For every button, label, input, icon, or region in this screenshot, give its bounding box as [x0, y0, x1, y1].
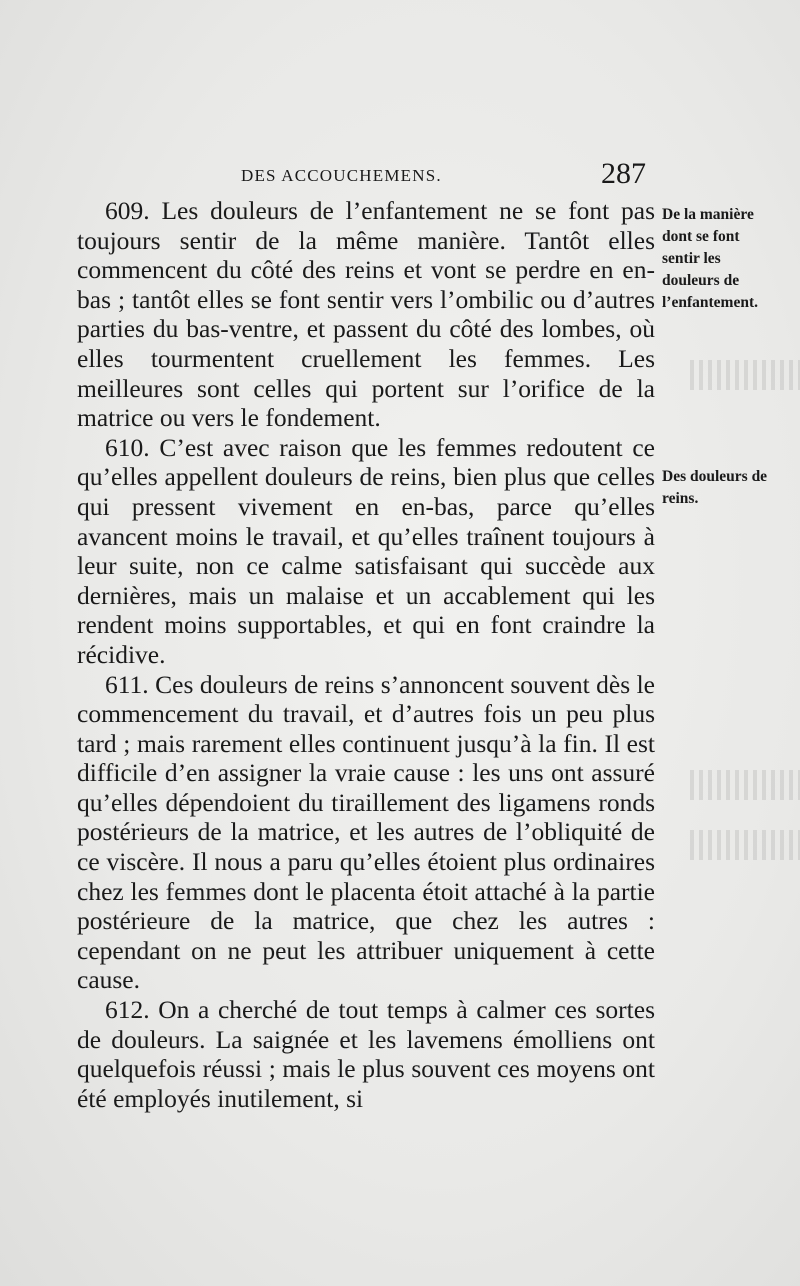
main-text: [77, 196, 655, 1113]
page-number: 287: [601, 157, 646, 190]
show-through-text: [690, 830, 800, 860]
paragraph-text: On a cherché de tout temps à calmer ces sortes de douleurs. La saignée et les lavemens émolliens ont quelquefois réussi ; mais le plus souvent ces moyens ont été employés inutilement, si: [77, 995, 655, 1113]
paragraph-number: 609.: [105, 196, 150, 225]
margin-note-back-pains: Des douleurs de reins.: [662, 468, 768, 507]
page-header: [76, 157, 654, 193]
paragraph-609: [77, 196, 655, 433]
paragraph-number: 610.: [105, 432, 150, 462]
paragraph-number: 612.: [105, 995, 150, 1025]
running-head: DES ACCOUCHEMENS.: [241, 166, 442, 185]
margin-note-manner-of-pains: De la manière dont se font sentir les douleurs de l’enfantement.: [662, 206, 758, 311]
show-through-text: [690, 360, 800, 390]
paragraph-610: [77, 433, 655, 670]
paragraph-text: Les douleurs de l’enfantement ne se font pas toujours sentir de la même manière. Tantôt elles commencent du côté des reins et vont se perdre en en-bas ; tantôt elles se font sentir vers l’ombilic ou d’autres parties du bas-ventre, et passent du côté des lombes, où elles tourmentent cruellement les femmes. Les meilleures sont celles qui portent sur l’orifice de la matrice ou vers le fondement.: [77, 196, 655, 433]
paragraph-611: [77, 670, 655, 996]
paragraph-612: [77, 995, 655, 1113]
paragraph-text: C’est avec raison que les femmes redoutent ce qu’elles appellent douleurs de reins, bien plus que celles qui pressent vivement en en-bas, parce qu’elles avancent moins le travail, et qu’elles traînent toujours à leur suite, non ce calme satisfaisant qui succède aux dernières, mais un malaise et un accablement qui les rendent moins supportables, et qui en font craindre la récidive.: [77, 432, 655, 669]
paragraph-text: Ces douleurs de reins s’annoncent souvent dès le commencement du travail, et d’autres fois un peu plus tard ; mais rarement elles continuent jusqu’à la fin. Il est difficile d’en assigner la vraie cause : les uns ont assuré qu’elles dépendoient du tiraillement des ligamens ronds postérieurs de la matrice, et les autres de l’obliquité de ce viscère. Il nous a paru qu’elles étoient plus ordinaires chez les femmes dont le placenta étoit attaché à la partie postérieure de la matrice, que chez les autres : cependant on ne peut les attribuer uniquement à cette cause.: [77, 669, 655, 995]
paragraph-number: 611.: [105, 669, 149, 699]
show-through-text: [690, 770, 800, 800]
